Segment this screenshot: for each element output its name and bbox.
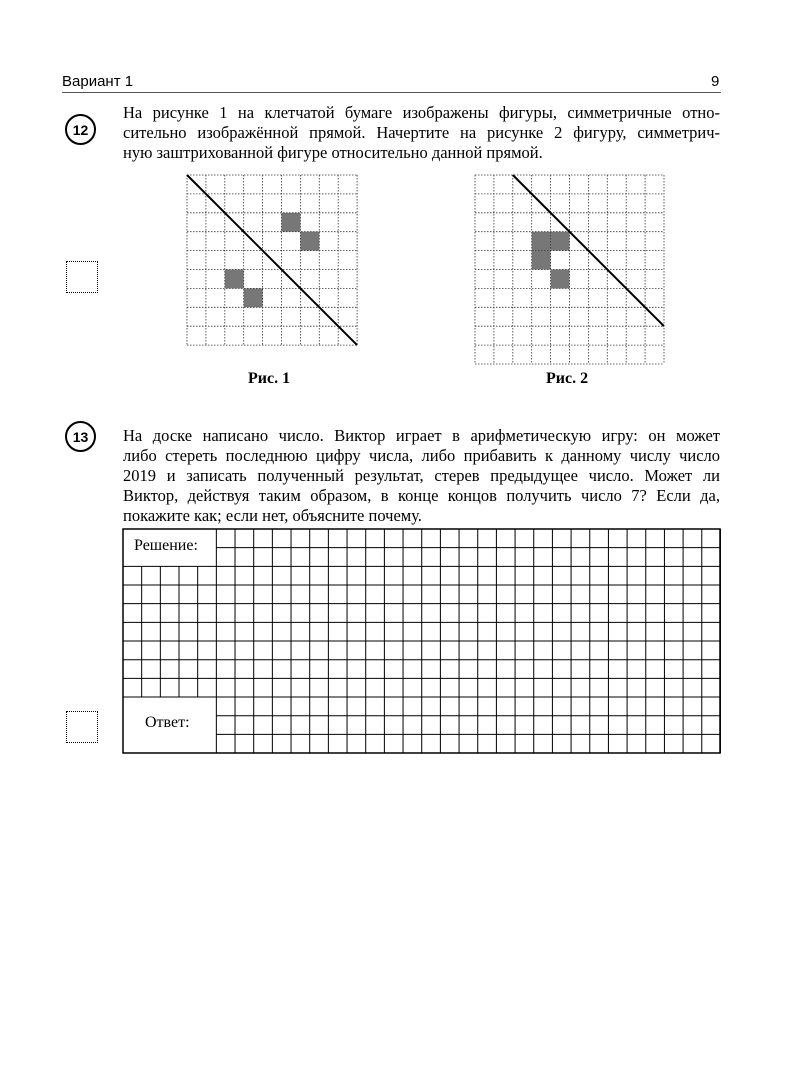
score-box-12[interactable]: [66, 261, 98, 293]
shaded-cell: [225, 270, 244, 289]
task-13-number: [65, 421, 96, 452]
shaded-cell: [300, 232, 319, 251]
figure-1-grid: [187, 175, 357, 345]
task-13-line: либо стереть последнюю цифру числа, либо прибавить к данному числу число: [123, 446, 720, 465]
task-12-number: [65, 114, 96, 145]
figure-2-grid[interactable]: [475, 175, 664, 364]
running-header-title: Вариант 1: [62, 73, 134, 90]
shaded-cell: [551, 270, 570, 289]
answer-label: Ответ:: [145, 714, 190, 731]
symmetry-line: [187, 175, 357, 345]
header-rule: [62, 92, 721, 93]
task-12-line: ную заштрихованной фигуре относительно данной прямой.: [123, 143, 543, 162]
page-number: 9: [711, 73, 720, 90]
task-13-text: [123, 426, 720, 526]
task-12-line: На рисунке 1 на клетчатой бумаге изображены фигуры, симметричные отно-: [123, 103, 720, 122]
task-13-line: Виктор, действуя таким образом, в конце концов получить число 7? Если да,: [123, 486, 720, 505]
shaded-cell: [532, 251, 551, 270]
task-13-line: 2019 и записать полученный результат, стерев предыдущее число. Может ли: [123, 466, 720, 485]
task-13-number-text: 13: [72, 428, 89, 445]
shaded-cell: [532, 232, 551, 251]
task-12-line: сительно изображённой прямой. Начертите на рисунке 2 фигуру, симметрич-: [123, 123, 720, 142]
task-13-line: покажите как; если нет, объясните почему.: [123, 506, 422, 525]
shaded-cell: [244, 288, 263, 307]
score-box-13[interactable]: [66, 711, 98, 743]
solution-label: Решение:: [134, 537, 198, 554]
task-13-line: На доске написано число. Виктор играет в арифметическую игру: он может: [123, 426, 720, 445]
task-12-text: [123, 103, 720, 163]
solution-answer-grid[interactable]: [123, 529, 720, 753]
figure-2-caption: Рис. 2: [546, 370, 589, 387]
shaded-cell: [551, 232, 570, 251]
figure-1-caption: Рис. 1: [248, 370, 291, 387]
task-12-number-text: 12: [72, 121, 89, 138]
shaded-cell: [282, 213, 301, 232]
